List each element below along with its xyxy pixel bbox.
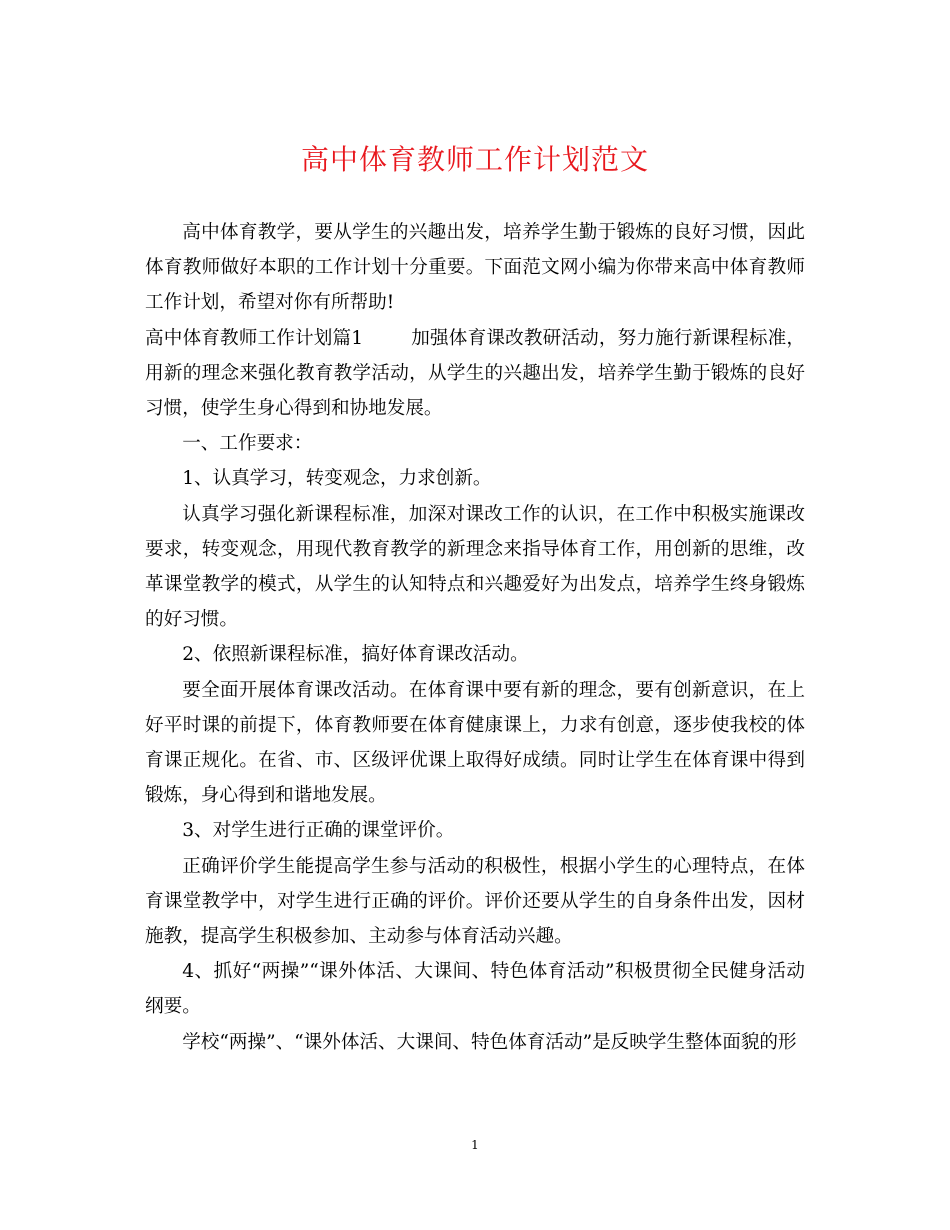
item-1-text: 认真学习强化新课程标准，加深对课改工作的认识，在工作中积极实施课改要求，转变观念，用现代教育教学的新理念来指导体育工作，用创新的思维，改革课堂教学的模式，从学生的认知特点和兴趣爱好为出发点，培养学生终身锻炼的好习惯。 <box>145 503 805 631</box>
page-number: 1 <box>471 1138 479 1152</box>
item-2-text: 要全面开展体育课改活动。在体育课中要有新的理念，要有创新意识，在上好平时课的前提下，体育教师要在体育健康课上，力求有创意，逐步使我校的体育课正规化。在省、市、区级评优课上取得好成绩。同时让学生在体育课中得到锻炼，身心得到和谐地发展。 <box>145 679 805 807</box>
document-title: 高中体育教师工作计划范文 <box>300 143 649 176</box>
section-paragraph <box>145 321 805 427</box>
document-body <box>145 215 805 1060</box>
item-1-heading: 1、认真学习，转变观念，力求创新。 <box>182 468 492 490</box>
section-label: 高中体育教师工作计划篇1 <box>145 327 364 349</box>
item-4-heading: 4、抓好“两操”“课外体活、大课间、特色体育活动”积极贯彻全民健身活动纲要。 <box>145 961 805 1018</box>
item-3-heading: 3、对学生进行正确的课堂评价。 <box>182 820 455 842</box>
section-text: 加强体育课改教研活动，努力施行新课程标准，用新的理念来强化教育教学活动，从学生的兴趣出发，培养学生勤于锻炼的良好习惯，使学生身心得到和协地发展。 <box>145 327 805 420</box>
heading-work-requirements: 一、工作要求： <box>182 433 313 455</box>
intro-paragraph: 高中体育教学，要从学生的兴趣出发，培养学生勤于锻炼的良好习惯，因此体育教师做好本职的工作计划十分重要。下面范文网小编为你带来高中体育教师工作计划，希望对你有所帮助! <box>145 222 805 314</box>
item-2-heading: 2、依照新课程标准，搞好体育课改活动。 <box>182 644 529 666</box>
item-4-text: 学校“两操”、“课外体活、大课间、特色体育活动”是反映学生整体面貌的形 <box>182 1031 797 1053</box>
item-3-text: 正确评价学生能提高学生参与活动的积极性，根据小学生的心理特点，在体育课堂教学中，对学生进行正确的评价。评价还要从学生的自身条件出发，因材施教，提高学生积极参加、主动参与体育活动兴趣。 <box>145 855 805 948</box>
